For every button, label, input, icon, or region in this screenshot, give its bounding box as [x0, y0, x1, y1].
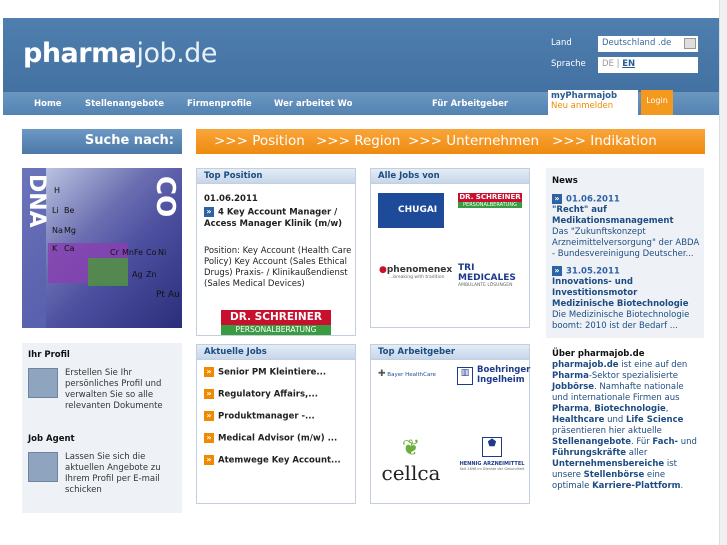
mypharmajob-title[interactable]: myPharmajob: [551, 91, 618, 101]
arrow-icon: »: [204, 455, 214, 465]
search-region[interactable]: >>> Region: [316, 133, 401, 149]
co-text: CO: [150, 176, 180, 218]
top-arbeitgeber-title: Top Arbeitgeber: [371, 345, 529, 360]
login-button[interactable]: Login: [641, 90, 673, 115]
dr-schreiner-logo[interactable]: DR. SCHREINER PERSONALBERATUNG: [221, 310, 331, 335]
job-agent-text[interactable]: Lassen Sie sich die aktuellen Angebote zu Ihrem Profil per E-mail schicken: [65, 452, 161, 495]
alle-jobs-title: Alle Jobs von: [371, 169, 529, 184]
chugai-logo[interactable]: CHUGAI: [378, 193, 444, 228]
chevron-down-icon[interactable]: [684, 38, 696, 49]
email-icon[interactable]: [28, 452, 58, 482]
news-headline-1[interactable]: "Recht" auf Medikationsmanagement: [552, 205, 674, 226]
mypharmajob-box: [548, 90, 638, 115]
search-bar: [196, 129, 705, 154]
news-title: News: [552, 176, 578, 186]
news-headline-2[interactable]: Innovations- und Investitionsmotor Medizinische Biotechnologie: [552, 277, 689, 309]
arrow-icon: »: [204, 367, 214, 377]
language-switch: [598, 57, 698, 73]
arrow-icon: »: [204, 411, 214, 421]
search-indikation[interactable]: >>> Indikation: [552, 133, 657, 149]
search-label: Suche nach:: [22, 129, 182, 154]
top-arbeitgeber-box: Top Arbeitgeber ✚ Bayer HealthCare ▥ Boehringer Ingelheim ❦ cellca ⬟ HENNIG ARZNEIMITTEL Seit 1898 im Dienste der Gesundheit: [370, 344, 530, 504]
aktuelle-jobs-box: [196, 344, 356, 504]
nav-wer-arbeitet-wo[interactable]: Wer arbeitet Wo: [274, 99, 353, 109]
about-title: Über pharmajob.de: [552, 349, 645, 359]
dna-image: DNA CO H Li Be Na Mg K Ca Cr Mn Fe Co Ni Pt Au Ag Zn: [22, 168, 182, 328]
arrow-icon: »: [204, 207, 214, 217]
news-date-2: » 31.05.2011: [552, 266, 620, 277]
dr-schreiner-small-logo[interactable]: DR. SCHREINER PERSONALBERATUNG: [459, 193, 521, 208]
top-position-title: Top Position: [197, 169, 355, 184]
top-position-box: [196, 168, 356, 336]
nav-fuer-arbeitgeber[interactable]: Für Arbeitgeber: [432, 99, 509, 109]
country-select[interactable]: Deutschland .de: [598, 36, 698, 52]
page-scrollbar[interactable]: [719, 0, 727, 545]
alle-jobs-box: [370, 168, 530, 328]
hennig-shield-icon: ⬟: [482, 437, 502, 457]
language-row: [548, 57, 698, 73]
cellca-logo[interactable]: ❦ cellca: [381, 436, 441, 485]
news-text-1[interactable]: Das "Zukunftskonzept Arzneimittelversorgung" der ABDA - Bundesvereinigung Deutscher...: [552, 227, 700, 259]
ihr-profil-text[interactable]: Erstellen Sie Ihr persönliches Profil und verwalten Sie so alle relevanten Dokumente: [65, 368, 163, 411]
country-label: Land: [551, 38, 572, 48]
tri-medicales-logo[interactable]: TRI MEDICALES AMBULANTE LÖSUNGEN: [458, 263, 516, 288]
phenomenex-logo[interactable]: ●phenomenex ...breaking with tradition: [379, 265, 453, 280]
hennig-logo[interactable]: ⬟ HENNIG ARZNEIMITTEL Seit 1898 im Dienste der Gesundheit: [459, 438, 525, 471]
arrow-icon: »: [204, 433, 214, 443]
cellca-leaf-icon: ❦: [401, 436, 421, 461]
arrow-icon: »: [204, 389, 214, 399]
language-en[interactable]: EN: [622, 59, 636, 69]
nav-stellenangebote[interactable]: Stellenangebote: [85, 99, 164, 109]
register-link[interactable]: Neu anmelden: [551, 101, 614, 111]
search-unternehmen[interactable]: >>> Unternehmen: [408, 133, 540, 149]
arrow-icon: »: [552, 266, 562, 276]
nav-home[interactable]: Home: [34, 99, 62, 109]
country-row: [548, 36, 698, 52]
bayer-cross-icon: ✚: [378, 369, 386, 379]
job-item-5[interactable]: » Atemwege Key Account...: [204, 455, 341, 466]
job-item-4[interactable]: » Medical Advisor (m/w) ...: [204, 433, 337, 444]
top-position-date: 01.06.2011: [204, 194, 258, 204]
site-logo[interactable]: pharmajob.de: [23, 38, 217, 69]
arrow-icon: »: [552, 194, 562, 204]
job-item-2[interactable]: » Regulatory Affairs,...: [204, 389, 318, 400]
bayer-logo[interactable]: ✚ Bayer HealthCare: [378, 369, 436, 379]
news-text-2[interactable]: Die Medizinische Biotechnologie boomt: 2010 ist der Bedarf ...: [552, 310, 690, 331]
top-position-desc: Position: Key Account (Health Care Policy) Key Account (Sales Ethical Drugs) Praxis- / Klinikaußendienst (Sales Medical Devices): [204, 246, 352, 289]
nav-firmenprofile[interactable]: Firmenprofile: [187, 99, 252, 109]
search-position[interactable]: >>> Position: [214, 133, 305, 149]
job-item-3[interactable]: » Produktmanager -...: [204, 411, 315, 422]
news-date-1: » 01.06.2011: [552, 194, 620, 205]
language-separator: |: [613, 59, 623, 69]
language-de[interactable]: DE: [602, 59, 614, 69]
top-position-link[interactable]: » 4 Key Account Manager / Access Manager Klinik (m/w): [204, 207, 343, 229]
job-item-1[interactable]: » Senior PM Kleintiere...: [204, 367, 326, 378]
boehringer-icon: ▥: [457, 367, 473, 385]
dna-text: DNA: [24, 174, 49, 228]
job-agent-title: Job Agent: [28, 434, 75, 444]
about-text: Über pharmajob.de pharmajob.de ist eine auf den Pharma-Sektor spezialisierte Jobbörse. Namhafte nationale und internationale Firmen aus Pharma, Biotechnologie, Healthcare und Life Science präsentieren hier aktuelle Stellenangebote. Für Fach- und Führungskräfte aller Unternehmensbereiche ist unsere Stellenbörse eine optimale Karriere-Plattform.: [552, 349, 702, 492]
language-label: Sprache: [551, 59, 586, 69]
user-profile-icon[interactable]: [28, 368, 58, 398]
ihr-profil-title: Ihr Profil: [28, 350, 70, 360]
aktuelle-jobs-title: Aktuelle Jobs: [197, 345, 355, 360]
